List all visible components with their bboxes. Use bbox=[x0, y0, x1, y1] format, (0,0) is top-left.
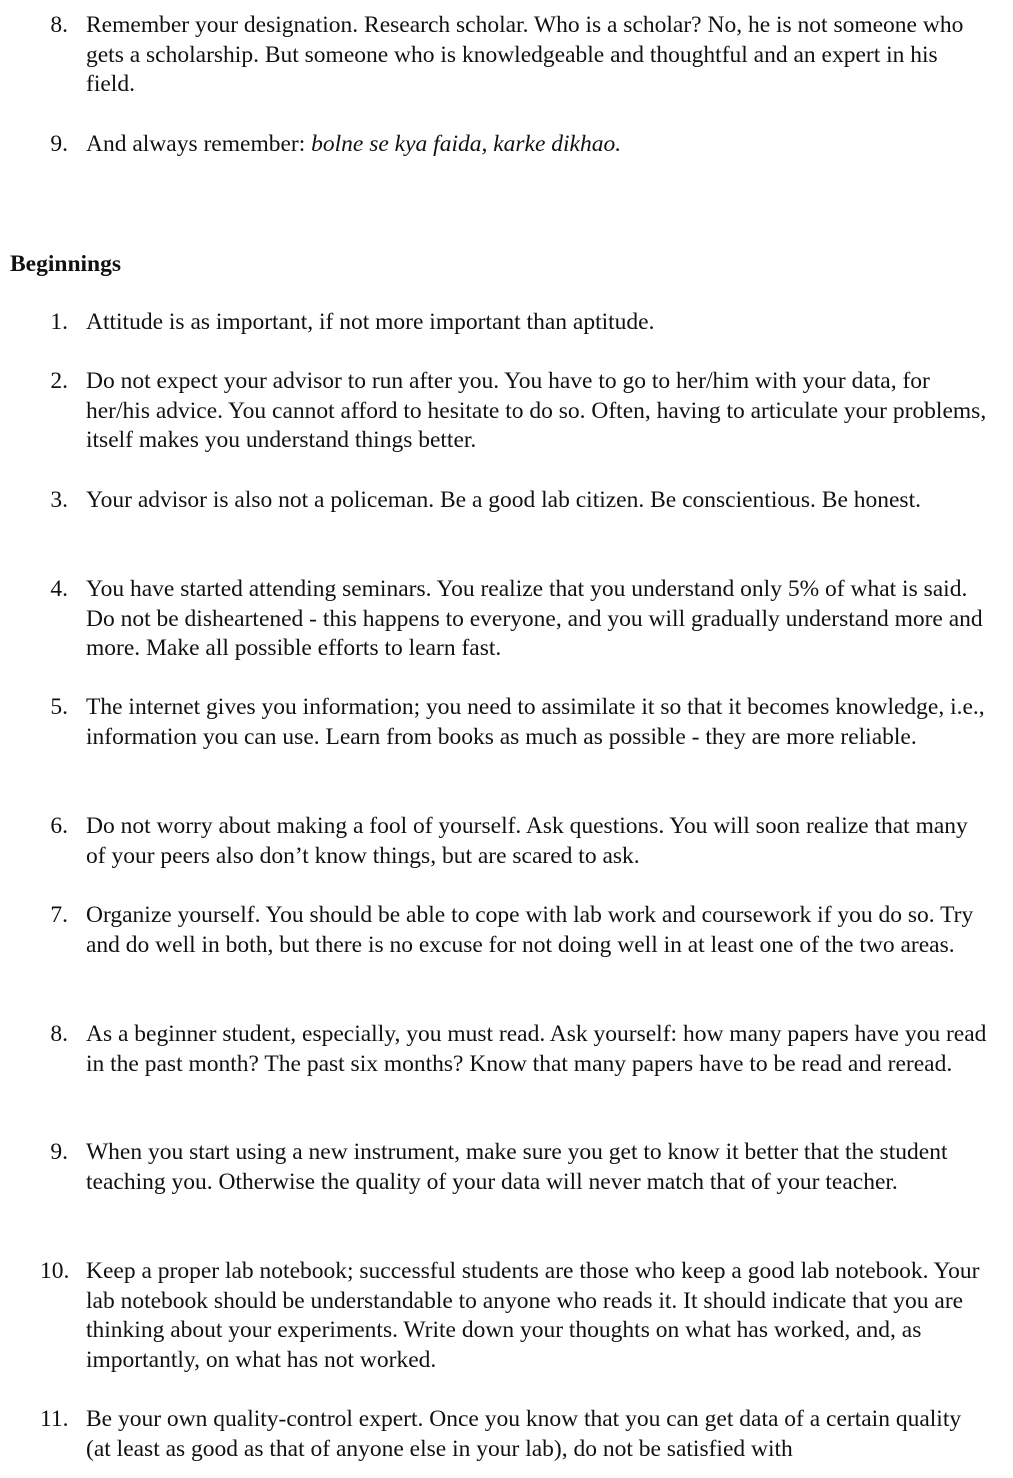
list-item-text-italic: bolne se kya faida, karke dikhao. bbox=[311, 131, 622, 157]
list-item-text: When you start using a new instrument, make sure you get to know it better that the student teaching you. Otherwise the quality of your data will never match that of your teacher. bbox=[86, 1139, 948, 1195]
list-item-text: Remember your designation. Research scholar. Who is a scholar? No, he is not someone who gets a scholarship. But someone who is knowledgeable and thoughtful and an expert in his field. bbox=[86, 12, 964, 98]
list-item-number: 11. bbox=[40, 1406, 69, 1432]
list-item-text: Do not expect your advisor to run after you. You have to go to her/him with your data, for her/his advice. You cannot afford to hesitate to do so. Often, having to articulate your problems, itself makes you understand things better. bbox=[86, 368, 987, 454]
list-item-text: Be your own quality-control expert. Once you know that you can get data of a certain quality (at least as good as that of anyone else in your lab), do not be satisfied with bbox=[86, 1406, 962, 1462]
list-item-number: 5. bbox=[50, 694, 68, 720]
section-heading: Beginnings bbox=[10, 251, 122, 277]
list-item-number: 8. bbox=[50, 1021, 68, 1047]
list-item-text: You have started attending seminars. You realize that you understand only 5% of what is said. Do not be disheartened - this happens to everyone, and you will gradually understand more and more. Make all possible efforts to learn fast. bbox=[86, 576, 983, 662]
list-item-text: As a beginner student, especially, you must read. Ask yourself: how many papers have you read in the past month? The past six months? Know that many papers have to be read and reread. bbox=[86, 1021, 987, 1077]
list-item-number: 1. bbox=[50, 309, 68, 335]
list-item-number: 8. bbox=[50, 12, 68, 38]
list-item-text: Organize yourself. You should be able to cope with lab work and coursework if you do so. Try and do well in both, but there is no excuse for not doing well in at least one of the two areas. bbox=[86, 902, 974, 958]
list-item-text: The internet gives you information; you need to assimilate it so that it becomes knowledge, i.e., information you can use. Learn from books as much as possible - they are more reliable. bbox=[86, 694, 985, 750]
list-item-text: Keep a proper lab notebook; successful students are those who keep a good lab notebook. Your lab notebook should be understandable to anyone who reads it. It should indicate that you are thinking about your experiments. Write down your thoughts on what has worked, and, as importantly, on what has not worked. bbox=[86, 1258, 980, 1374]
list-item-number: 4. bbox=[50, 576, 68, 602]
list-item-text bbox=[86, 130, 990, 160]
list-item-text-plain: And always remember: bbox=[86, 131, 312, 157]
list-item-number: 9. bbox=[50, 131, 68, 157]
list-item-text: Do not worry about making a fool of yourself. Ask questions. You will soon realize that many of your peers also don’t know things, but are scared to ask. bbox=[86, 813, 968, 869]
list-item-number: 7. bbox=[50, 902, 68, 928]
list-item-number: 6. bbox=[50, 813, 68, 839]
list-item-number: 2. bbox=[50, 368, 68, 394]
list-item-number: 9. bbox=[50, 1139, 68, 1165]
list-item-number: 10. bbox=[40, 1258, 70, 1284]
list-item-text: Your advisor is also not a policeman. Be a good lab citizen. Be conscientious. Be honest. bbox=[86, 487, 921, 513]
list-item-text: Attitude is as important, if not more important than aptitude. bbox=[86, 309, 655, 335]
list-item-number: 3. bbox=[50, 487, 68, 513]
